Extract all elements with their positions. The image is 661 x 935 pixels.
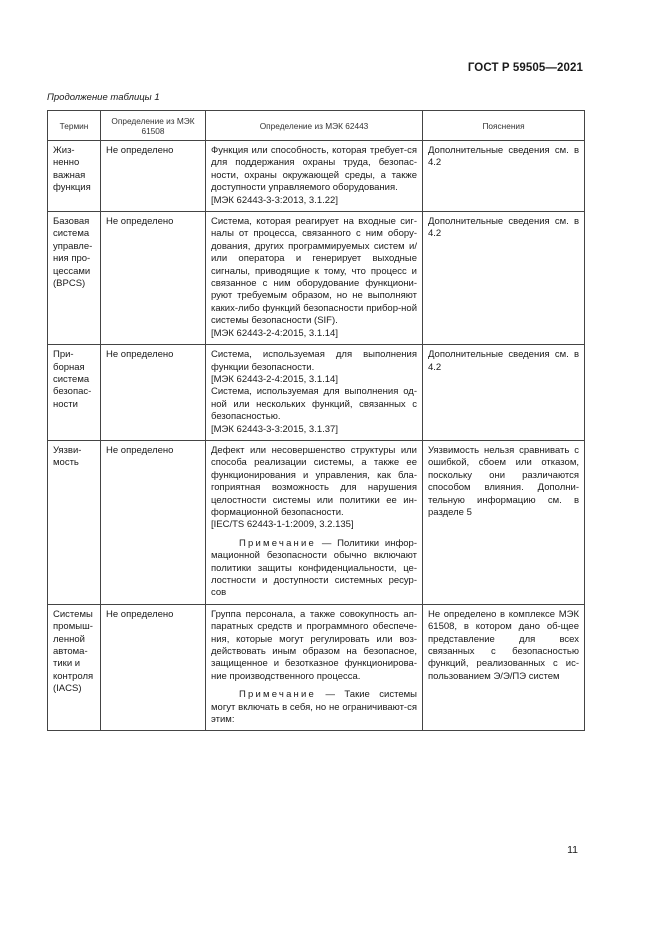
col-header-iec61508: Определение из МЭК 61508 <box>101 111 206 141</box>
definition-reference: [МЭК 62443-2-4:2015, 3.1.14] <box>211 327 338 339</box>
note-label: Примечание <box>239 689 316 701</box>
note-text: — Такие системы могут включать в себя, но не ограничивают-ся этим: <box>211 689 417 726</box>
definition-text: Дефект или несовершенство структуры или способа реализации системы, а также ее функционирования и управления, как бла-гоприятная возможность для нарушения целостности системы или политики ее ин-формационной безопасности. <box>211 444 417 518</box>
iec61508-cell: Не определено <box>101 141 206 212</box>
col-header-notes: Пояснения <box>423 111 585 141</box>
definitions-table <box>47 110 585 731</box>
table-row <box>48 345 585 441</box>
notes-cell: Уязвимость нельзя сравнивать с ошибкой, сбоем или отказом, поскольку они различаются способом влияния. Дополни-тельную информацию см. в разделе 5 <box>423 440 585 604</box>
iec61508-cell: Не определено <box>101 604 206 731</box>
col-header-term: Термин <box>48 111 101 141</box>
iec62443-cell <box>206 604 423 731</box>
notes-cell: Не определено в комплексе МЭК 61508, в котором дано об-щее представление для всех связанных с безопасностью функций, реализованных с ис-пользованием Э/Э/ПЭ систем <box>423 604 585 731</box>
term-cell: Системы промыш-ленной автома-тики и контроля (IACS) <box>48 604 101 731</box>
definition-reference: [МЭК 62443-2-4:2015, 3.1.14] <box>211 373 338 385</box>
iec62443-cell <box>206 440 423 604</box>
definition-reference: [МЭК 62443-3-3:2015, 3.1.37] <box>211 423 338 435</box>
definition-reference: [МЭК 62443-3-3:2013, 3.1.22] <box>211 194 338 206</box>
iec61508-cell: Не определено <box>101 345 206 441</box>
term-cell: Базовая система управле-ния про-цессами (BPCS) <box>48 212 101 345</box>
term-cell: При-борная система безопас-ности <box>48 345 101 441</box>
definition-text: Функция или способность, которая требует-ся для поддержания охраны труда, безопас-ности, охраны окружающей среды, а также доступности управляемого оборудования. <box>211 145 417 194</box>
notes-cell: Дополнительные сведения см. в 4.2 <box>423 141 585 212</box>
iec61508-cell: Не определено <box>101 440 206 604</box>
page-number: 11 <box>567 844 578 856</box>
iec62443-cell <box>206 345 423 441</box>
definition-reference: [IEC/TS 62443-1-1:2009, 3.2.135] <box>211 519 354 531</box>
table-caption: Продолжение таблицы 1 <box>47 92 160 103</box>
definition-text: Группа персонала, а также совокупность ап-паратных средств и программного обеспече-ния, которые могут регулировать или воз-действовать иным образом на безопасное, защищенное и безотказное функционирова-ние производственного процесса. <box>211 608 417 682</box>
iec61508-cell: Не определено <box>101 212 206 345</box>
term-cell: Уязви-мость <box>48 440 101 604</box>
iec62443-cell <box>206 141 423 212</box>
table-row <box>48 212 585 345</box>
note-label: Примечание <box>239 537 316 549</box>
table-header-row <box>48 111 585 141</box>
col-header-iec62443: Определение из МЭК 62443 <box>206 111 423 141</box>
notes-cell: Дополнительные сведения см. в 4.2 <box>423 212 585 345</box>
table-row <box>48 604 585 731</box>
definition-note <box>211 538 417 600</box>
term-cell: Жиз-ненно важная функция <box>48 141 101 212</box>
notes-cell: Дополнительные сведения см. в 4.2 <box>423 345 585 441</box>
table-row <box>48 440 585 604</box>
definition-text: Система, используемая для выполнения функции безопасности. <box>211 349 417 373</box>
document-code: ГОСТ Р 59505—2021 <box>467 62 583 74</box>
definition-text: Система, используемая для выполнения од-ной или нескольких функций, связанных с безопасностью. <box>211 386 417 423</box>
definition-note <box>211 689 417 726</box>
note-text: — Политики инфор-мационной безопасности обычно включают политики защиты конфиденциальности, це-лостности и доступности системных ресур-сов <box>211 537 417 599</box>
definition-text: Система, которая реагирует на входные сиг-налы от процесса, связанного с ним обору-дования, других программируемых систем и/или оператора и генерирует выходные сигналы, приводящие к тому, что процесс и связанное с ним оборудование функциони-руют требуемым образом, но не выполняют каких-либо функций безопасности прибор-ной системы безопасности (SIF). <box>211 216 417 327</box>
iec62443-cell <box>206 212 423 345</box>
table-row <box>48 141 585 212</box>
